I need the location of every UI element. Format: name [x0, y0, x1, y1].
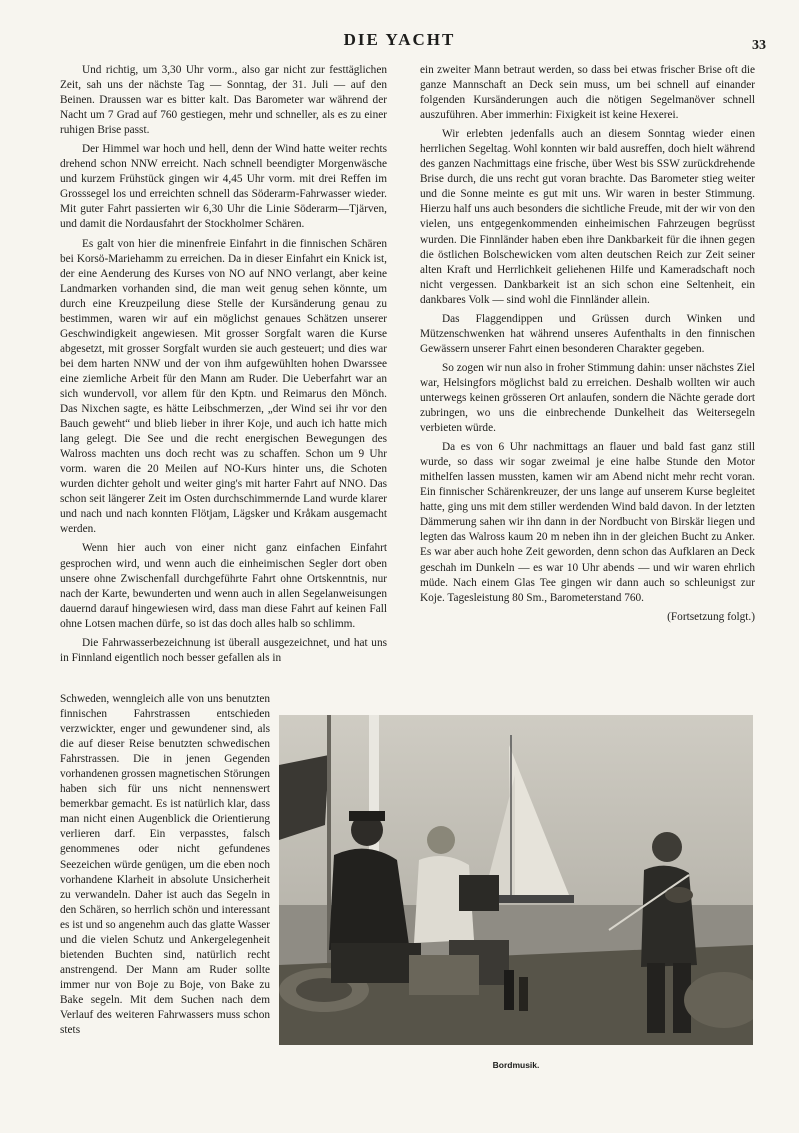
paragraph: Schweden, wenngleich alle von uns benutzten finnischen Fahrstrassen entschieden verzwickter, enger und gewundener sind, als die auf dieser Reise benutzten schwedischen Fahrstrassen. Die in jenen Gegenden vorhandenen grossen magnetischen Störungen haben sich für uns nicht nennenswert bemerkbar gemacht. Es ist natürlich klar, dass man nicht einen Augenblick die Orientierung verlieren darf. Ein verpasstes, falsch genommenes oder nicht gefundenes Seezeichen würde genügen, um die eben noch vorhandene Klarheit in absolute Unsicherheit zu verwandeln. Daher ist auch das Segeln in den Schären, so herrlich schön und interessant es ist und so angenehm auch das glatte Wasser und die vielen Schutz und Ankergelegenheit bietenden Buchten sind, natürlich recht anstrengend. Der Mann am Ruder sollte immer nur von Boje zu Boje, von Bake zu Bake segeln. Mit dem Suchen nach dem Verlauf des weiteren Fahrwassers muss schon stets	[60, 693, 270, 1037]
paragraph: ein zweiter Mann betraut werden, so dass bei etwas frischer Brise oft die ganze Mannschaft an Deck sein muss, um bei schnell auf einander folgenden Kursänderungen auch die nötigen Segelmanöver schnell auszuführen. Aber immerhin: Fixigkeit ist keine Hexerei.	[420, 64, 755, 122]
paragraph: Der Himmel war hoch und hell, denn der Wind hatte weiter rechts drehend schon NNW erreicht. Nach schnell beendigter Morgenwäsche und kurzem Frühstück gingen wir 4,45 Uhr vorm. mit drei Reffen im Grosssegel los und erreichten schnell das Söderarm-Fahrwasser wieder. Mit guter Fahrt passierten wir 6,30 Uhr die Linie Söderarm—Tjärven, und damit die Nordausfahrt der Stockholmer Schären.	[60, 143, 387, 231]
photo-caption: Bordmusik.	[492, 1060, 540, 1070]
left-column	[60, 63, 387, 670]
paragraph: So zogen wir nun also in froher Stimmung dahin: unser nächstes Ziel war, Helsingfors möglichst bald zu erreichen. Deshalb wollten wir auch unterwegs keinen grösseren Ort anlaufen, sondern die Nächte gerade dort zubringen, wo uns die einbrechende Dunkelheit das Weitersegeln verbieten würde.	[420, 361, 755, 435]
photo-illustration	[279, 715, 753, 1045]
paragraph: Es galt von hier die minenfreie Einfahrt in die finnischen Schären bei Korsö-Mariehamm zu erreichen. Da in dieser Einfahrt ein Knick ist, der eine Aenderung des Kurses von NO auf NNO verlangt, aber keine Landmarken vorhanden sind, die man weit genug sehen könnte, um durch eine Kreuzpeilung diese Stelle der Kursänderung genau zu bestimmen, waren wir auf ein möglichst genaues Schätzen unserer Geschwindigkeit angewiesen. Mit grosser Sorgfalt waren die Kurse abgesetzt, mit grosser Sorgfalt wurden sie auch gesteuert; und dies war bei dem harten NNW und der von ihm aufgewühlten hohen Dwarssee eine ziemliche Arbeit für den Mann am Ruder. Die Ueberfahrt war an sich wundervoll, vor allem für den Kptn. und Reimarus den Mönch. Das Nixchen sagte, es hätte Leibschmerzen, „der Wind sei ihr vor den Bauch geweht“ und blieb lieber in ihrer Koje, und auch ich hatte mich lang gelegt. Die See und die recht energischen Bewegungen des Walross machten uns doch recht was zu schaffen. Schon um 9 Uhr vorm. waren die 20 Meilen auf NO-Kurs hinter uns, die Schoten wurden dichter geholt und weiter ging's mit harter Fahrt auf NNO. Das schon seit längerer Zeit im Osten durchschimmernde Land wurde klarer und nach und nach konnten Flötjam, Lägsker und Kråkam ausgemacht werden.	[60, 237, 387, 536]
narrow-column	[60, 692, 270, 1042]
paragraph: Wir erlebten jedenfalls auch an diesem Sonntag wieder einen herrlichen Segeltag. Wohl konnten wir bald ausreffen, doch hielt während des ganzen Nachmittags eine frische, über West bis SSW zurückdrehende Brise durch, die uns recht gut voran brachte. Das Barometer stieg weiter und die Sonne meinte es gut mit uns. Wir waren in bester Stimmung. Hierzu half uns auch besonders die sichtliche Freude, mit der wir von den vielen, uns entgegenkommenden einheimischen Fahrzeugen begrüsst wurden. Die Finnländer haben eben ihre Dankbarkeit für die ihnen gegen die östlichen Bolschewicken vom alten deutschen Reich zur Zeit seiner alten Kraft und Herrlichkeit geliehenen Hilfe und Kameradschaft noch nicht vergessen. Dankbarkeit ist an sich schon eine Seltenheit, ein dankbares Volk — sind wohl die Finnländer allein.	[420, 128, 755, 306]
paragraph: Die Fahrwasserbezeichnung ist überall ausgezeichnet, und hat uns in Finnland eigentlich noch besser gefallen als in	[60, 636, 387, 664]
paragraph: Wenn hier auch von einer nicht ganz einfachen Einfahrt gesprochen wird, und wenn auch die einheimischen Segler dort oben unsere ohne Zwischenfall durchgeführte Fahrt ohne Ortskenntnis, nur nach der Karte, bewunderten und wenn auch in allen Segelanweisungen dauernd darauf hingewiesen wird, dass man diese Fahrt auf keinen Fall ohne Lotsen machen dürfe, so ist das doch alles halb so schlimm.	[60, 542, 387, 630]
running-header: DIE YACHT	[343, 30, 456, 49]
page-number: 33	[752, 38, 766, 53]
paragraph: Das Flaggendippen und Grüssen durch Winken und Mützenschwenken hat während unseres Aufenthalts in den finnischen Gewässern unserer Fahrt einen besonderen Charakter gegeben.	[420, 312, 755, 355]
paragraph: Und richtig, um 3,30 Uhr vorm., also gar nicht zur festtäglichen Zeit, sah uns der nächste Tag — Sonntag, der 31. Juli — auf den Beinen. Draussen war es bitter kalt. Das Barometer war während der Nacht um 7 Grad auf 760 gestiegen, mehr und schneller, als es zu einer ruhigen Brise passt.	[60, 64, 387, 137]
continuation-note: (Fortsetzung folgt.)	[667, 610, 755, 623]
right-column	[420, 63, 755, 629]
paragraph: Da es von 6 Uhr nachmittags an flauer und bald fast ganz still wurde, so dass wir sogar zweimal je eine halbe Stunde den Motor mithelfen lassen mussten, kamen wir am Abend nicht mehr recht voran. Ein finnischer Schärenkreuzer, der uns lange auf unserem Kurse begleitet hatte, ging uns mit dem stiller werdenden Wind bald davon. In der letzten Dämmerung sahen wir ihn dann in der Nordbucht von Birskär liegen und legten das Walross kaum 20 m neben ihn in der gleichen Bucht zu Anker. Es war aber auch hohe Zeit geworden, denn schon das Aufklaren an Deck geschah im Dunkeln — es war 10 Uhr abends — und wir waren ehrlich müde. Nach einem Glas Tee gingen wir dann auch so schleunigst zur Koje. Tagesleistung 80 Sm., Barometerstand 760.	[420, 441, 755, 604]
deck-music-photo	[279, 715, 753, 1045]
